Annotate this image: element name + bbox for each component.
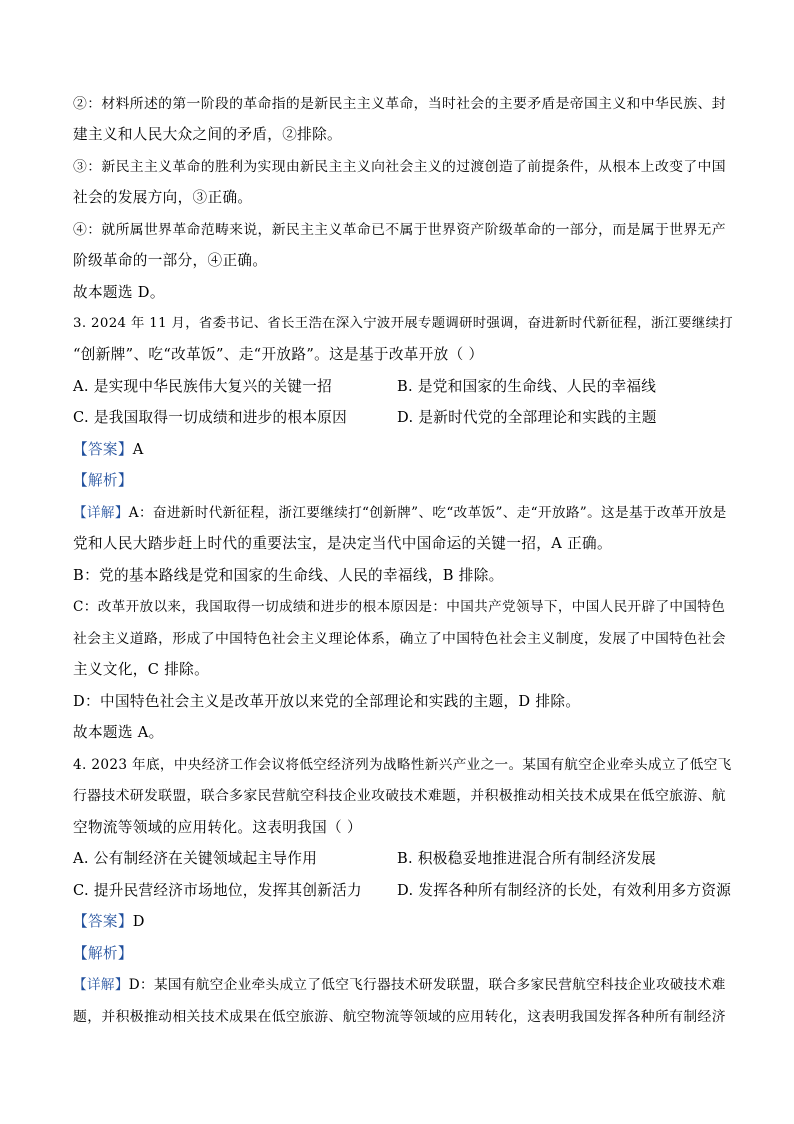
answer-tag: 【答案】 bbox=[73, 441, 133, 458]
detail-line: 题，并积极推动相关技术成果在低空旅游、航空物流等领域的应用转化，这表明我国发挥各种所有制经济 bbox=[73, 1009, 726, 1025]
answer-tag: 【答案】 bbox=[73, 913, 133, 930]
option-b: B. 是党和国家的生命线、人民的幸福线 bbox=[397, 378, 657, 395]
analysis-line bbox=[73, 945, 133, 963]
answer-value: A bbox=[132, 441, 144, 458]
detail-line bbox=[73, 976, 726, 994]
option-a: A. 是实现中华民族伟大复兴的关键一招 bbox=[73, 378, 333, 395]
answer-line bbox=[73, 441, 144, 459]
detail-line: D：中国特色社会主义是改革开放以来党的全部理论和实践的主题，D 排除。 bbox=[73, 693, 581, 710]
answer-value: D bbox=[132, 913, 145, 930]
option-c: C. 提升民营经济市场地位，发挥其创新活力 bbox=[73, 882, 362, 899]
paragraph-line: 阶级革命的一部分，④正确。 bbox=[73, 252, 268, 269]
paragraph-line: ④：就所属世界革命范畴来说，新民主主义革命已不属于世界资产阶级革命的一部分，而是属于世界无产 bbox=[73, 222, 726, 238]
detail-line bbox=[73, 504, 727, 522]
detail-tag: 【详解】 bbox=[73, 977, 129, 993]
detail-text: A：奋进新时代新征程，浙江要继续打“创新牌”、吃“改革饭”、走“开放路”。这是基于改革开放是 bbox=[128, 505, 727, 521]
detail-line: C：改革开放以来，我国取得一切成绩和进步的根本原因是：中国共产党领导下，中国人民开辟了中国特色 bbox=[73, 599, 726, 615]
option-b: B. 积极稳妥地推进混合所有制经济发展 bbox=[397, 850, 657, 867]
question-stem: 3. 2024 年 11 月，省委书记、省长王浩在深入宁波开展专题调研时强调，奋进新时代新征程，浙江要继续打 bbox=[73, 316, 733, 331]
option-a: A. 公有制经济在关键领域起主导作用 bbox=[73, 850, 318, 867]
question-stem: “创新牌”、吃“改革饭”、走“开放路”。这是基于改革开放（ ） bbox=[73, 346, 484, 363]
detail-line: 社会主义道路，形成了中国特色社会主义理论体系，确立了中国特色社会主义制度，发展了中国特色社会 bbox=[73, 631, 726, 647]
paragraph-line: ③：新民主主义革命的胜利为实现由新民主主义向社会主义的过渡创造了前提条件，从根本上改变了中国 bbox=[73, 159, 726, 175]
option-d: D. 是新时代党的全部理论和实践的主题 bbox=[397, 409, 657, 426]
detail-line: 党和人民大踏步赶上时代的重要法宝，是决定当代中国命运的关键一招，A 正确。 bbox=[73, 535, 612, 552]
conclusion-line: 故本题选 A。 bbox=[73, 724, 164, 741]
question-stem: 空物流等领域的应用转化。这表明我国（ ） bbox=[73, 819, 362, 836]
analysis-tag: 【解析】 bbox=[73, 945, 133, 962]
conclusion-line: 故本题选 D。 bbox=[73, 284, 165, 301]
paragraph-line: ②：材料所述的第一阶段的革命指的是新民主主义革命，当时社会的主要矛盾是帝国主义和中华民族、封 bbox=[73, 96, 726, 112]
question-stem: 行器技术研发联盟，联合多家民营航空科技企业攻破技术难题，并积极推动相关技术成果在低空旅游、航 bbox=[73, 788, 726, 804]
detail-line: B：党的基本路线是党和国家的生命线、人民的幸福线，B 排除。 bbox=[73, 567, 504, 584]
paragraph-line: 建主义和人民大众之间的矛盾，②排除。 bbox=[73, 126, 342, 143]
analysis-line bbox=[73, 472, 133, 490]
answer-line bbox=[73, 913, 145, 931]
question-stem: 4. 2023 年底，中央经济工作会议将低空经济列为战略性新兴产业之一。某国有航空企业牵头成立了低空飞 bbox=[73, 757, 732, 773]
option-c: C. 是我国取得一切成绩和进步的根本原因 bbox=[73, 409, 348, 426]
option-d: D. 发挥各种所有制经济的长处，有效利用多方资源 bbox=[397, 882, 732, 899]
paragraph-line: 社会的发展方向，③正确。 bbox=[73, 189, 253, 206]
detail-tag: 【详解】 bbox=[73, 505, 129, 521]
detail-text: D：某国有航空企业牵头成立了低空飞行器技术研发联盟，联合多家民营航空科技企业攻破技术难 bbox=[128, 977, 726, 993]
detail-line: 主义文化，C 排除。 bbox=[73, 661, 210, 678]
analysis-tag: 【解析】 bbox=[73, 472, 133, 489]
